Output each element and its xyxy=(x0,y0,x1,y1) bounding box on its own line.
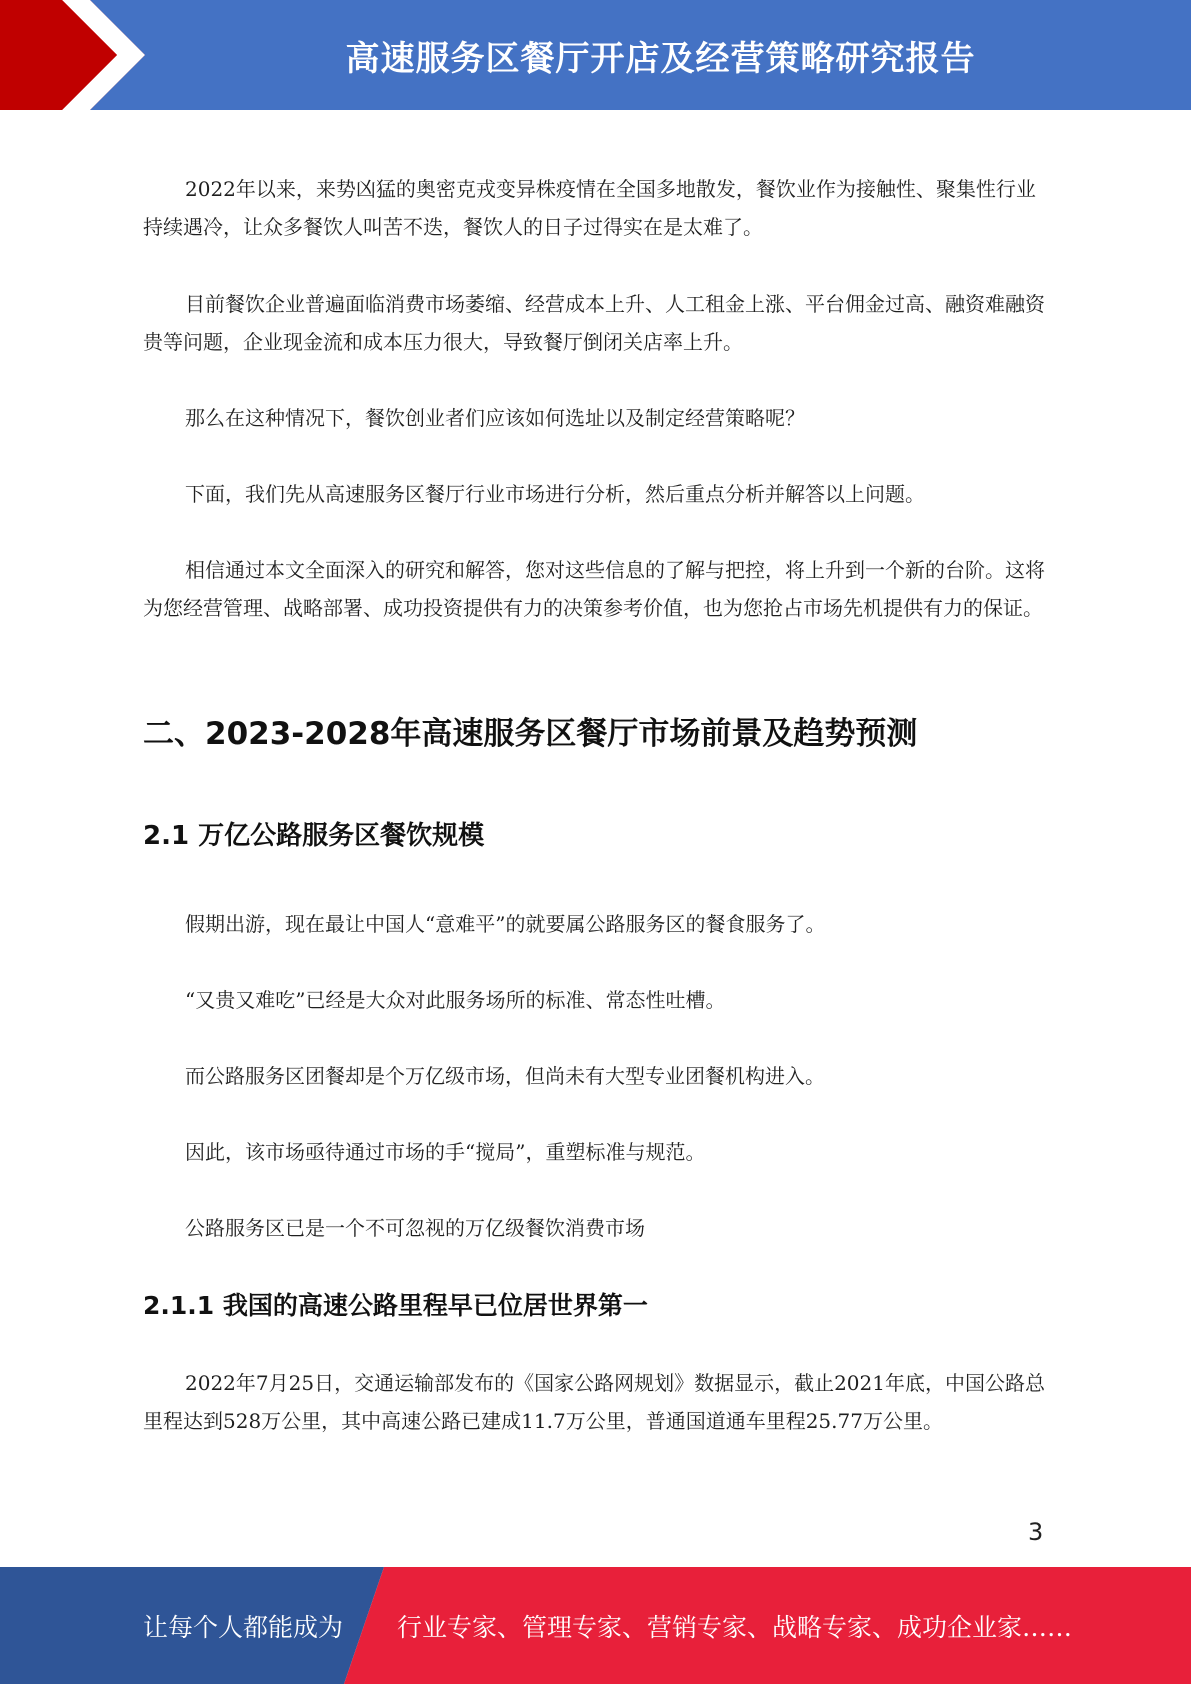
page-number: 3 xyxy=(1028,1518,1044,1546)
subsection-heading: 2.1 万亿公路服务区餐饮规模 xyxy=(143,821,485,851)
page-header xyxy=(0,0,1191,110)
paragraph: 2022年以来，来势凶猛的奥密克戎变异株疫情在全国多地散发，餐饮业作为接触性、聚集性行业持续遇冷，让众多餐饮人叫苦不迭，餐饮人的日子过得实在是太难了。 xyxy=(143,177,1036,239)
paragraph-block xyxy=(143,1364,1048,1440)
list-item xyxy=(143,1057,1048,1095)
intro-paragraph-1 xyxy=(143,170,1048,246)
footer-left-text: 让每个人都能成为 xyxy=(143,1612,344,1642)
paragraph: 相信通过本文全面深入的研究和解答，您对这些信息的了解与把控，将上升到一个新的台阶。这将为您经营管理、战略部署、成功投资提供有力的决策参考价值，也为您抢占市场先机提供有力的保证。 xyxy=(143,558,1045,620)
paragraph: 公路服务区已是一个不可忽视的万亿级餐饮消费市场 xyxy=(185,1216,645,1240)
paragraph: 那么在这种情况下，餐饮创业者们应该如何选址以及制定经营策略呢？ xyxy=(185,406,805,430)
paragraph: 而公路服务区团餐却是个万亿级市场，但尚未有大型专业团餐机构进入。 xyxy=(185,1064,825,1088)
intro-paragraph-4 xyxy=(143,475,1048,513)
intro-paragraph-2 xyxy=(143,285,1048,361)
page-footer xyxy=(0,1567,1191,1684)
footer-right-text: 行业专家、管理专家、营销专家、战略专家、成功企业家…… xyxy=(397,1612,1073,1642)
paragraph: 下面，我们先从高速服务区餐厅行业市场进行分析，然后重点分析并解答以上问题。 xyxy=(185,482,925,506)
header-title: 高速服务区餐厅开店及经营策略研究报告 xyxy=(345,38,976,79)
list-item xyxy=(143,981,1048,1019)
paragraph: 假期出游，现在最让中国人“意难平”的就要属公路服务区的餐食服务了。 xyxy=(185,912,826,936)
intro-paragraph-5 xyxy=(143,551,1048,627)
paragraph: 目前餐饮企业普遍面临消费市场萎缩、经营成本上升、人工租金上涨、平台佣金过高、融资难融资贵等问题，企业现金流和成本压力很大，导致餐厅倒闭关店率上升。 xyxy=(143,292,1045,354)
intro-paragraph-3 xyxy=(143,399,1048,437)
list-item xyxy=(143,905,1048,943)
paragraph: 因此，该市场亟待通过市场的手“搅局”，重塑标准与规范。 xyxy=(185,1140,706,1164)
paragraph: “又贵又难吃”已经是大众对此服务场所的标准、常态性吐槽。 xyxy=(185,988,726,1012)
section-heading: 二、2023-2028年高速服务区餐厅市场前景及趋势预测 xyxy=(143,716,918,752)
paragraph: 2022年7月25日，交通运输部发布的《国家公路网规划》数据显示，截止2021年底，中国公路总里程达到528万公里，其中高速公路已建成11.7万公里，普通国道通车里程25.77万公里。 xyxy=(143,1371,1045,1433)
list-item xyxy=(143,1133,1048,1171)
list-item xyxy=(143,1209,1048,1247)
subsubsection-heading: 2.1.1 我国的高速公路里程早已位居世界第一 xyxy=(143,1291,648,1320)
